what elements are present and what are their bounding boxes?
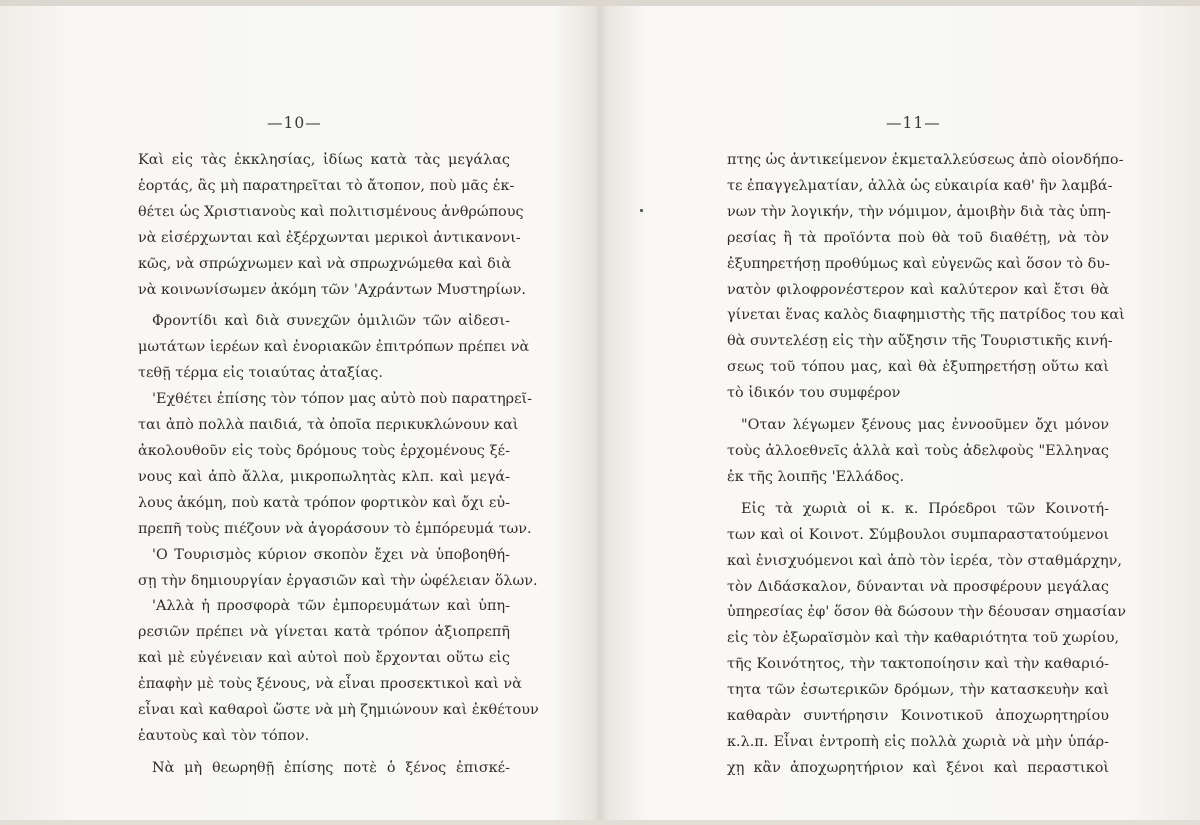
right-page <box>602 0 1200 825</box>
text-line: ρεσίας ἢ τὰ προϊόντα ποὺ θὰ τοῦ διαθέτῃ, νὰ τὸν <box>727 229 1109 246</box>
text-line: κῶς, νὰ σπρώχνωμεν καὶ νὰ σπρωχνώμεθα καὶ διὰ <box>138 255 512 272</box>
text-line: τοὺς ἀλλοεθνεῖς ἀλλὰ καὶ τοὺς ἀδελφοὺς "Ελληνας <box>727 442 1109 459</box>
text-line: ὑπηρεσίας ἐφ' ὅσον θὰ δώσουν τὴν δέουσαν σημασίαν <box>727 604 1127 621</box>
text-line: θὰ συντελέσῃ εἰς τὴν αὔξησιν τῆς Τουριστικῆς κινή- <box>727 333 1113 350</box>
page-number-left: —10— <box>267 114 322 132</box>
text-line: χῃ κἂν ἀποχωρητήριον καὶ ξένοι καὶ περαστικοὶ <box>727 759 1109 776</box>
text-line: νους καὶ ἀπὸ ἄλλα, μικροπωλητὰς κλπ. καὶ μεγά- <box>138 468 510 485</box>
text-line: τεθῇ τέρμα εἰς τοιαύτας ἀταξίας. <box>138 365 383 382</box>
text-line: τὸν Διδάσκαλον, δύνανται νὰ προσφέρουν μεγάλας <box>727 578 1109 595</box>
text-line: λους ἀκόμη, ποὺ κατὰ τρόπον φορτικὸν καὶ ὄχι εὐ- <box>138 494 510 511</box>
text-line: ἑαυτοὺς καὶ τὸν τόπον. <box>138 727 310 744</box>
text-line: 'Αλλὰ ἡ προσφορὰ τῶν ἐμπορευμάτων καὶ ὑπη- <box>152 598 510 615</box>
text-line: ἑορτάς, ἂς μὴ παρατηρεῖται τὸ ἄτοπον, ποὺ μᾶς ἐκ- <box>138 177 515 194</box>
text-line: καὶ ἐνισχυόμενοι καὶ ἀπὸ τὸν ἱερέα, τὸν σταθμάρχην, <box>727 552 1122 569</box>
page-number-right: —11— <box>886 114 941 132</box>
right-page-text <box>727 148 1127 782</box>
text-line: πρεπῆ τοὺς πιέζουν νὰ ἀγοράσουν τὸ ἐμπόρευμά των. <box>138 520 532 537</box>
text-line: τὸ ἰδικόν του συμφέρον <box>727 385 901 402</box>
text-line: εἰς τὸν ἐξωραϊσμὸν καὶ τὴν καθαριότητα τοῦ χωρίου, <box>727 630 1120 647</box>
text-line: 'Εχθέτει ἐπίσης τὸν τόπον μας αὐτὸ ποὺ παρατηρεῖ- <box>152 391 533 408</box>
text-line: "Οταν λέγωμεν ξένους μας ἐννοοῦμεν ὄχι μόνον <box>741 417 1109 434</box>
text-line: τῆς Κοινότητος, τὴν τακτοποίησιν καὶ τὴν καθαριό- <box>727 656 1109 673</box>
text-line: Εἰς τὰ χωριὰ οἱ κ. κ. Πρόεδροι τῶν Κοινοτή- <box>741 500 1109 517</box>
text-line: ἐξυπηρετήσῃ προθύμως καὶ εὐγενῶς καὶ ὅσον τὸ δυ- <box>727 255 1110 272</box>
text-line: σῃ τὴν δημιουργίαν ἐργασιῶν καὶ τὴν ὠφέλειαν ὅλων. <box>138 572 538 589</box>
text-line: μωτάτων ἱερέων καὶ ἐνοριακῶν ἐπιτρόπων πρέπει νὰ <box>138 339 530 356</box>
text-line: νὰ εἰσέρχωνται καὶ ἐξέρχωνται μερικοὶ ἀντικανονι- <box>138 229 521 246</box>
text-line: γίνεται ἕνας καλὸς διαφημιστὴς τῆς πατρίδος του καὶ <box>727 307 1125 324</box>
text-line: ται ἀπὸ πολλὰ παιδιά, τὰ ὁποῖα περικυκλώνουν καὶ <box>138 417 519 434</box>
text-line: πτης ὡς ἀντικείμενον ἐκμεταλλεύσεως ἀπὸ οἱονδήπο- <box>727 152 1124 168</box>
text-line: Νὰ μὴ θεωρηθῇ ἐπίσης ποτὲ ὁ ξένος ἐπισκέ- <box>152 759 510 776</box>
text-line: ἀκολουθοῦν εἰς τοὺς δρόμους τοὺς ἐρχομένους ξέ- <box>138 442 510 459</box>
text-line: θέτει ὡς Χριστιανοὺς καὶ πολιτισμένους ἀνθρώπους <box>138 203 524 220</box>
text-line: νων τὴν λογικήν, τὴν νόμιμον, ἀμοιβὴν διὰ τὰς ὑπη- <box>727 203 1111 220</box>
text-line: Φροντίδι καὶ διὰ συνεχῶν ὁμιλιῶν τῶν αἰδεσι- <box>152 313 510 330</box>
ink-speck <box>640 209 643 212</box>
text-line: ρεσιῶν πρέπει νὰ γίνεται κατὰ τρόπον ἀξιοπρεπῆ <box>138 624 510 641</box>
text-line: κ.λ.π. Εἶναι ἐντροπὴ εἰς πολλὰ χωριὰ νὰ μὴν ὑπάρ- <box>727 733 1109 750</box>
text-line: σεως τοῦ τόπου μας, καὶ θὰ ἐξυπηρετήσῃ οὕτω καὶ <box>727 359 1109 376</box>
text-line: τητα τῶν ἐσωτερικῶν δρόμων, τὴν κατασκευὴν καὶ <box>727 682 1109 699</box>
text-line: καθαρὰν συντήρησιν Κοινοτικοῦ ἀποχωρητηρίου <box>727 708 1109 725</box>
text-line: ἐκ τῆς λοιπῆς 'Ελλάδος. <box>727 468 905 485</box>
left-page <box>0 0 598 825</box>
left-page-text <box>138 148 539 782</box>
text-line: νὰ κοινωνίσωμεν ἀκόμη τῶν 'Αχράντων Μυστηρίων. <box>138 281 526 298</box>
text-line: 'Ο Τουρισμὸς κύριον σκοπὸν ἔχει νὰ ὑποβοηθή- <box>152 546 510 563</box>
text-line: Καὶ εἰς τὰς ἐκκλησίας, ἰδίως κατὰ τὰς μεγάλας <box>138 152 510 168</box>
text-line: των καὶ οἱ Κοινοτ. Σύμβουλοι συμπαραστατούμενοι <box>727 526 1109 543</box>
text-line: εἶναι καὶ καθαροὶ ὥστε νὰ μὴ ζημιώνουν καὶ ἐκθέτουν <box>138 702 539 719</box>
text-line: καὶ μὲ εὐγένειαν καὶ αὐτοὶ ποὺ ἔρχονται οὕτω εἰς <box>138 650 510 667</box>
text-line: ἐπαφὴν μὲ τοὺς ξένους, νὰ εἶναι προσεκτικοὶ καὶ νὰ <box>138 676 522 693</box>
text-line: νατὸν φιλοφρονέστερον καὶ καλύτερον καὶ ἔτσι θὰ <box>727 281 1109 298</box>
text-line: τε ἐπαγγελματίαν, ἀλλὰ ὡς εὐκαιρία καθ' ἣν λαμβά- <box>727 177 1113 194</box>
